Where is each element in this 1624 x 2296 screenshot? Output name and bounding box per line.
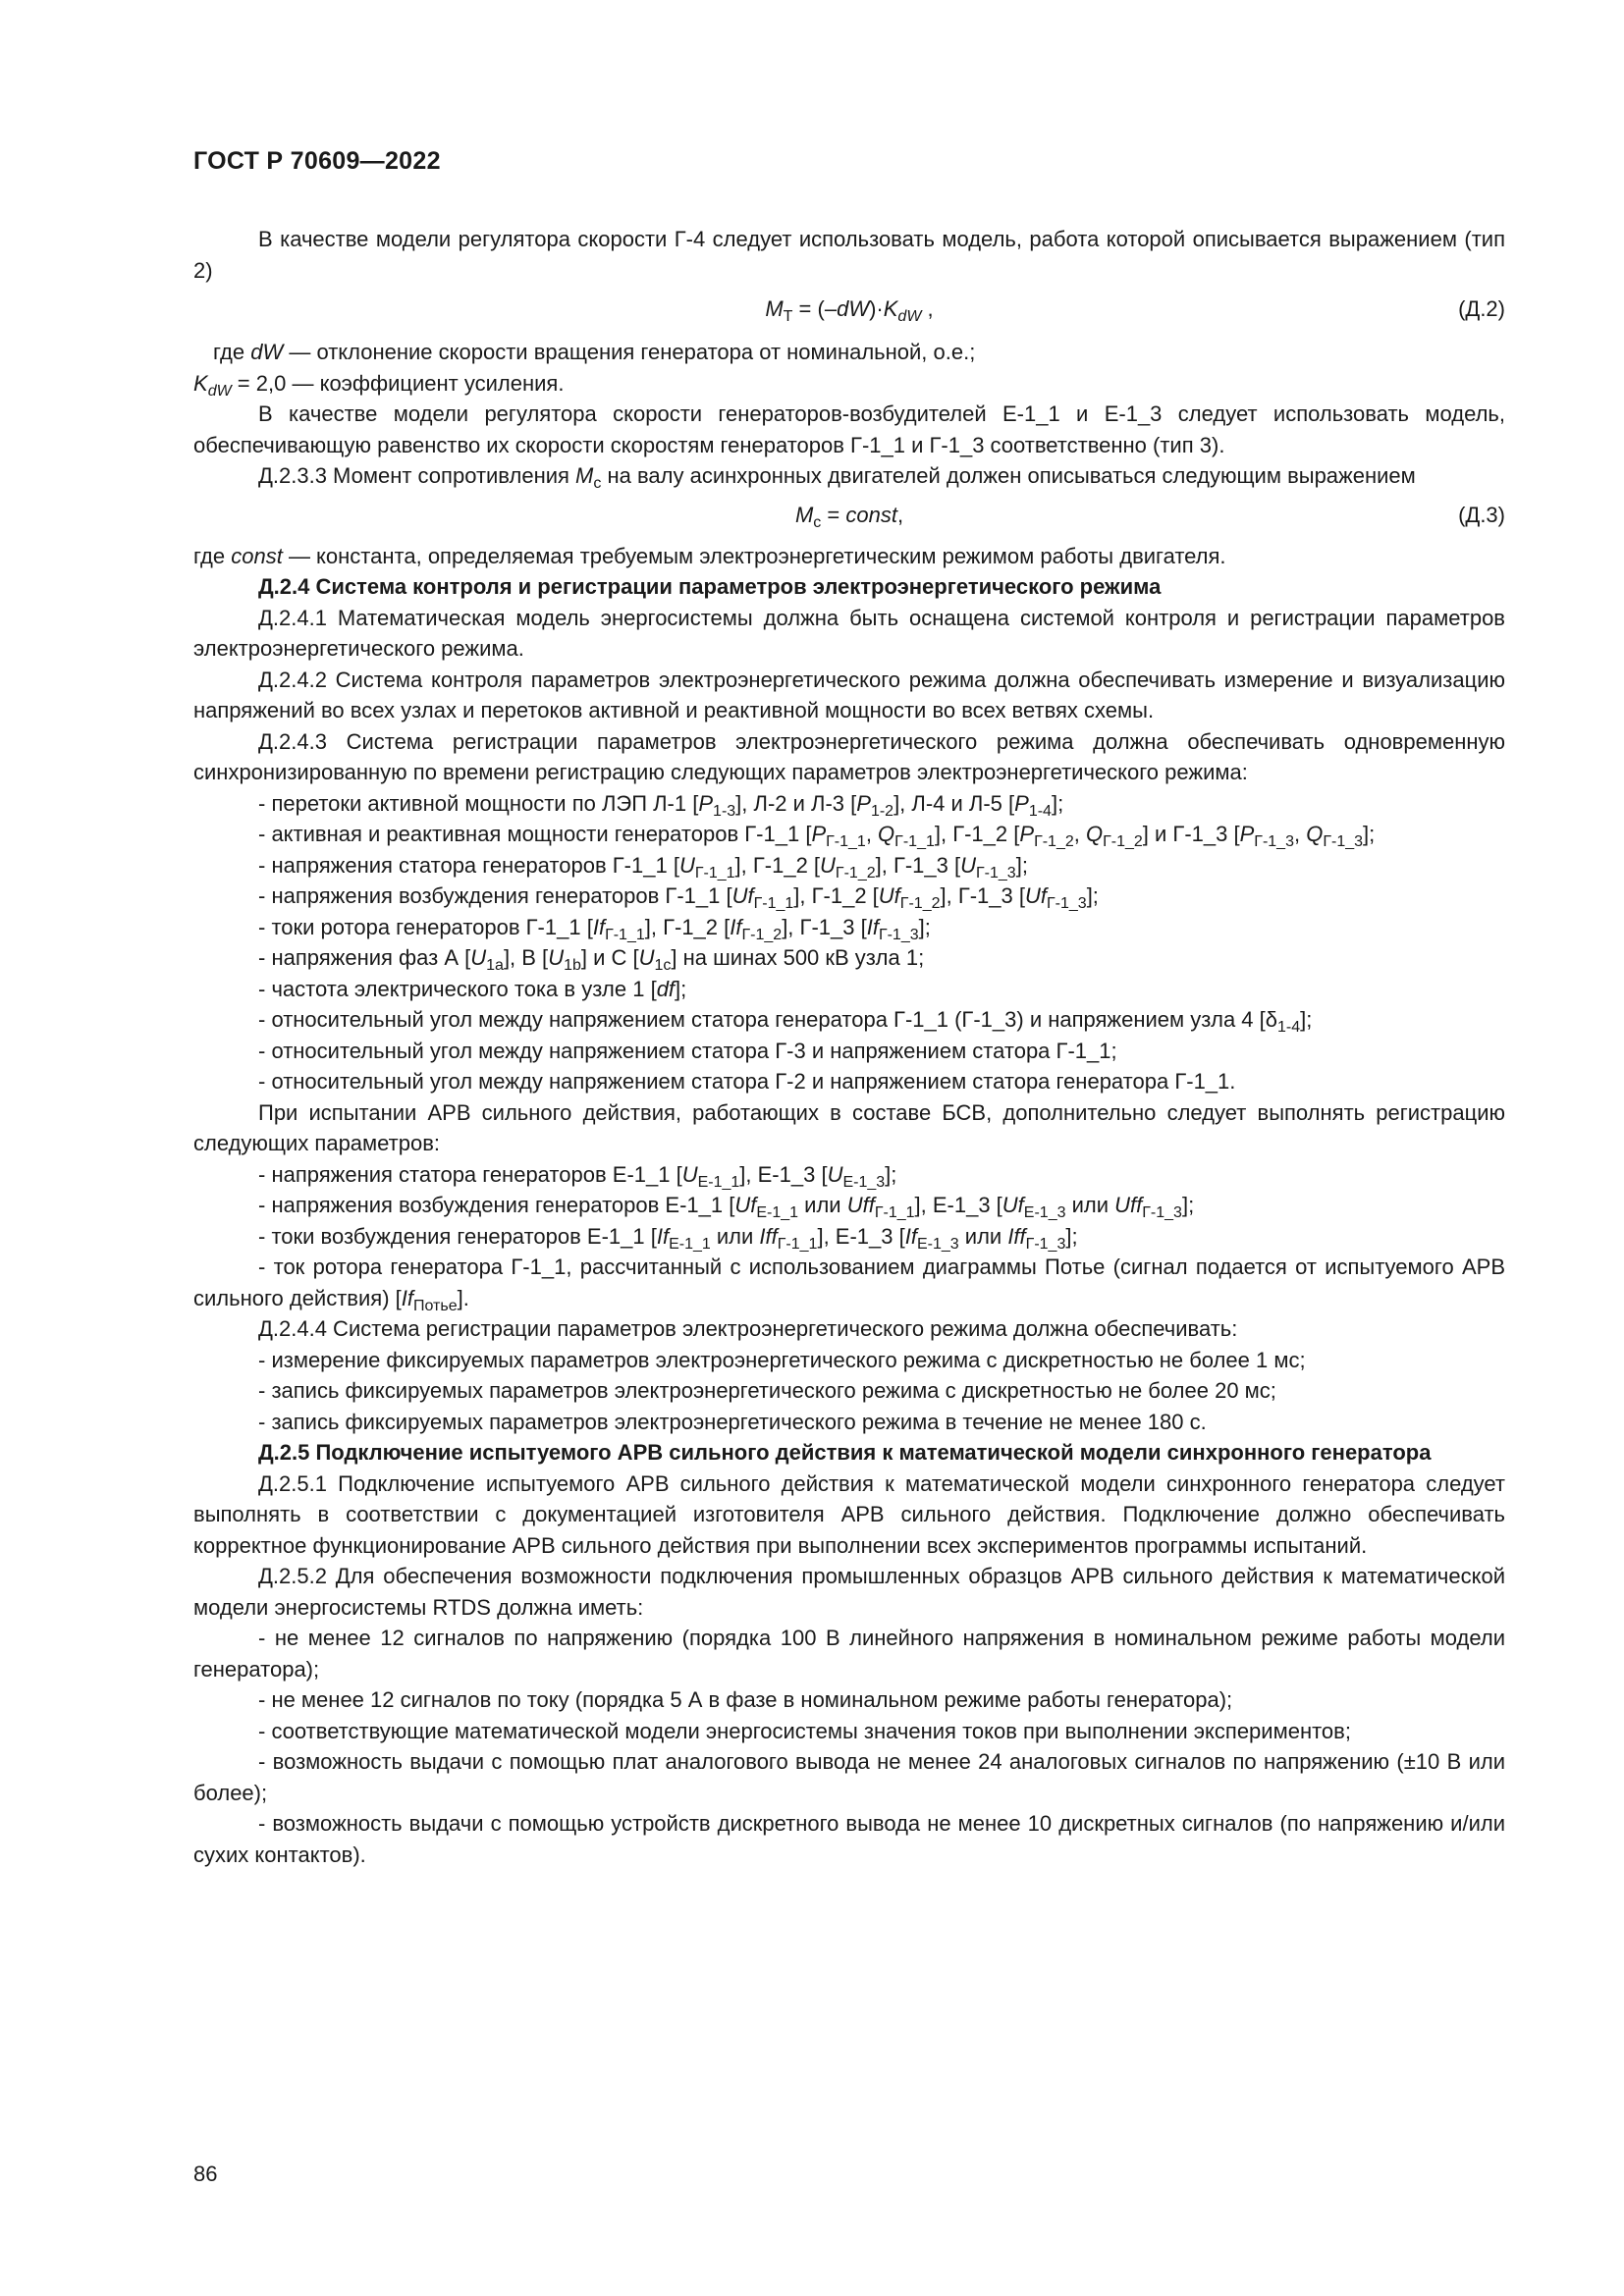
paragraph: При испытании АРВ сильного действия, работающих в составе БСВ, дополнительно следует выполнять регистрацию следующих параметров: bbox=[193, 1099, 1505, 1155]
formula-number: (Д.2) bbox=[1458, 296, 1505, 321]
paragraph: Д.2.5.1 Подключение испытуемого АРВ сильного действия к математической модели синхронного генератора следует выполнять в соответствии с документацией изготовителя АРВ сильного действия. Подключение должно обеспечивать корректное функционирование АРВ сильного действия при выполнении всех экспериментов программы испытаний. bbox=[193, 1470, 1505, 1558]
list-item: - ток ротора генератора Г-1_1, рассчитанный с использованием диаграммы Потье (сигнал подается от испытуемого АРВ сильного действия) $[If_{Потье}]$. bbox=[193, 1255, 1505, 1314]
list-item: - напряжения возбуждения генераторов Г-1_1 $[Uf_{Г-1\_1}]$, Г-1_2 $[Uf_{Г-1\_2}]$, Г-1_3 $[Uf_{Г-1\_3}]$; bbox=[258, 883, 1099, 912]
list-item: - напряжения возбуждения генераторов Е-1_1 [$Uf_{Е-1\_1}$ или Uff$_{Г-1\_1}$], Е-1_3 [$Uf_{Е-1\_3}$ или Uff$_{Г-1\_3}$]; bbox=[258, 1193, 1195, 1221]
formula-d2: $M_Т = (-dW)\cdot K_{dW}$ , (Д.2) bbox=[193, 286, 1505, 337]
paragraph: Д.2.4.4 Система регистрации параметров электроэнергетического режима должна обеспечивать: bbox=[258, 1316, 1238, 1341]
where-clause: где dW — отклонение скорости вращения генератора от номинальной, о.е.; bbox=[213, 340, 976, 364]
page-number: 86 bbox=[193, 2162, 218, 2186]
list-item: - измерение фиксируемых параметров электроэнергетического режима с дискретностью не более 1 мс; bbox=[258, 1347, 1306, 1372]
list-item: - перетоки активной мощности по ЛЭП Л-1 $[P_{1-3}]$, Л-2 и Л-3 $[P_{1-2}]$, Л-4 и Л-5 $[P_{1-4}]$; bbox=[258, 790, 1064, 820]
formula-number: (Д.3) bbox=[1458, 502, 1505, 527]
list-item: - не менее 12 сигналов по напряжению (порядка 100 В линейного напряжения в номинальном режиме работы модели генератора); bbox=[193, 1626, 1505, 1682]
paragraph: Д.2.3.3 Момент сопротивления $M_с$ на валу асинхронных двигателей должен описываться следующим выражением bbox=[258, 463, 1416, 492]
paragraph: Д.2.5.2 Для обеспечения возможности подключения промышленных образцов АРВ сильного действия к математической модели энергосистемы RTDS должна иметь: bbox=[193, 1564, 1505, 1620]
paragraph: В качестве модели регулятора скорости Г-4 следует использовать модель, работа которой описывается выражением (тип 2) bbox=[193, 227, 1505, 283]
paragraph: В качестве модели регулятора скорости генераторов-возбудителей Е-1_1 и Е-1_3 следует использовать модель, обеспечивающую равенство их скорости скоростям генераторов Г-1_1 и Г-1_3 соответственно (тип 3). bbox=[193, 401, 1505, 457]
document-body bbox=[193, 224, 1505, 1870]
list-item: - относительный угол между напряжением статора Г-3 и напряжением статора Г-1_1; bbox=[258, 1038, 1117, 1063]
formula-d3: $M_с$ = const, (Д.3) bbox=[193, 492, 1505, 541]
list-item: - не менее 12 сигналов по току (порядка 5 А в фазе в номинальном режиме работы генератора); bbox=[258, 1687, 1233, 1712]
list-item: - соответствующие математической модели энергосистемы значения токов при выполнении экспериментов; bbox=[258, 1718, 1351, 1743]
list-item: - частота электрического тока в узле 1 [df]; bbox=[258, 976, 687, 1001]
document-header: ГОСТ Р 70609—2022 bbox=[193, 147, 441, 175]
list-item: - относительный угол между напряжением статора Г-2 и напряжением статора генератора Г-1_1. bbox=[258, 1069, 1236, 1094]
list-item: - токи ротора генераторов Г-1_1 $[If_{Г-1\_1}]$, Г-1_2 $[If_{Г-1\_2}]$, Г-1_3 $[If_{Г-1\_3}]$; bbox=[258, 914, 931, 943]
list-item: - напряжения статора генераторов Е-1_1 $[U_{Е-1\_1}]$, Е-1_3 $[U_{Е-1\_3}]$; bbox=[258, 1161, 897, 1191]
list-item: - напряжения фаз А $[U_{1a}]$, В $[U_{1b}]$ и С $[U_{1c}]$ на шинах 500 кВ узла 1; bbox=[258, 945, 925, 974]
list-item: - относительный угол между напряжением статора генератора Г-1_1 (Г-1_3) и напряжением узла 4 $[\delta_{1-4}]$; bbox=[258, 1007, 1313, 1036]
list-item: - возможность выдачи с помощью устройств дискретного вывода не менее 10 дискретных сигналов (по напряжению и/или сухих контактов). bbox=[193, 1811, 1505, 1867]
section-heading: Д.2.5 Подключение испытуемого АРВ сильного действия к математической модели синхронного генератора bbox=[258, 1440, 1432, 1465]
list-item: - токи возбуждения генераторов Е-1_1 [$If_{Е-1\_1}$ или Iff$_{Г-1\_1}$], Е-1_3 [$If_{Е-1\_3}$ или Iff$_{Г-1\_3}$]; bbox=[258, 1223, 1078, 1253]
paragraph: Д.2.4.2 Система контроля параметров электроэнергетического режима должна обеспечивать измерение и визуализацию напряжений во всех узлах и перетоков активной и реактивной мощности во всех ветвях схемы. bbox=[193, 667, 1505, 722]
paragraph: Д.2.4.3 Система регистрации параметров электроэнергетического режима должна обеспечивать одновременную синхронизированную по времени регистрацию следующих параметров электроэнергетического режима: bbox=[193, 728, 1505, 784]
where-clause: где const — константа, определяемая требуемым электроэнергетическим режимом работы двигателя. bbox=[193, 543, 1226, 568]
list-item: - напряжения статора генераторов Г-1_1 $[U_{Г-1\_1}]$, Г-1_2 $[U_{Г-1\_2}]$, Г-1_3 $[U_{Г-1\_3}]$; bbox=[258, 852, 1028, 881]
list-item: - запись фиксируемых параметров электроэнергетического режима в течение не менее 180 с. bbox=[258, 1409, 1207, 1434]
list-item: - активная и реактивная мощности генераторов Г-1_1 [$P_{Г-1\_1}$, $Q_{Г-1\_1}$], Г-1_2 [$P_{Г-1\_2}$, $Q_{Г-1\_2}$] и Г-1_3 [$P_{Г-1\_3}$, $Q_{Г-1\_3}$]; bbox=[258, 822, 1376, 850]
paragraph: Д.2.4.1 Математическая модель энергосистемы должна быть оснащена системой контроля и регистрации параметров электроэнергетического режима. bbox=[193, 605, 1505, 661]
where-clause: $K_{dW} = 2,0$ — коэффициент усиления. bbox=[193, 370, 565, 400]
section-heading: Д.2.4 Система контроля и регистрации параметров электроэнергетического режима bbox=[258, 574, 1162, 599]
list-item: - запись фиксируемых параметров электроэнергетического режима с дискретностью не более 20 мс; bbox=[258, 1378, 1276, 1403]
list-item: - возможность выдачи с помощью плат аналогового вывода не менее 24 аналоговых сигналов по напряжению (±10 В или более); bbox=[193, 1749, 1505, 1805]
